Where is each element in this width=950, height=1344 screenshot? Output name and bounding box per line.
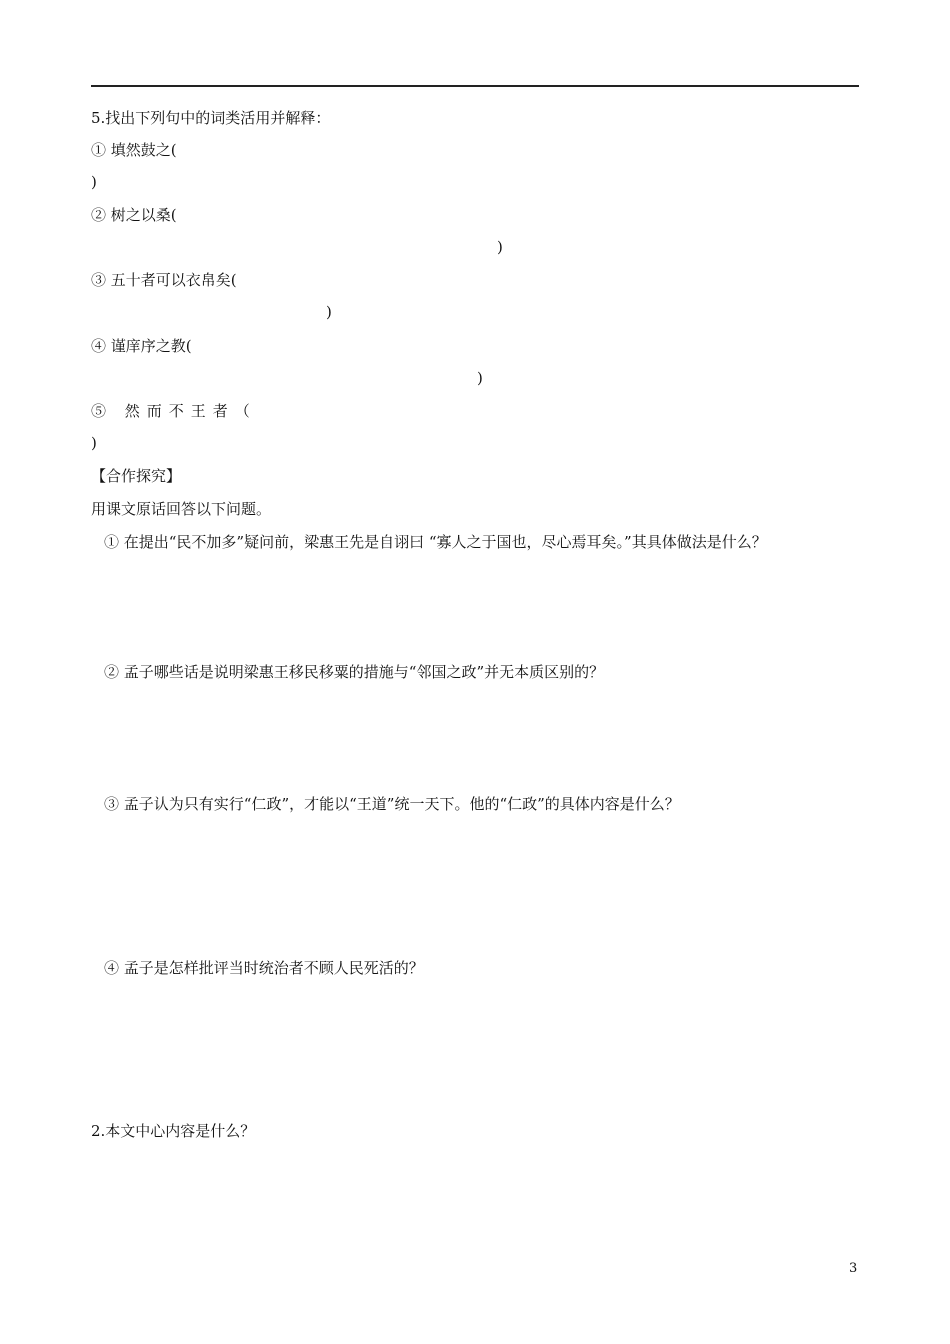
exercise-5-title: 5.找出下列句中的词类活用并解释：: [91, 109, 331, 127]
item-1-close: ): [91, 173, 97, 191]
question-2: ② 孟子哪些话是说明梁惠王移民移粟的措施与“邻国之政”并无本质区别的？: [104, 663, 605, 681]
item-5-close: ): [91, 434, 97, 452]
item-5-prompt: ⑤ 然而不王者（: [91, 402, 257, 420]
item-4-close: ): [477, 369, 483, 387]
question-4: ④ 孟子是怎样批评当时统治者不顾人民死活的？: [104, 959, 424, 977]
item-2-close: ): [497, 238, 503, 256]
item-1-prompt: ① 填然鼓之(: [91, 141, 177, 159]
header-rule: [91, 85, 859, 87]
item-3-prompt: ③ 五十者可以衣帛矣(: [91, 271, 237, 289]
item-2-prompt: ② 树之以桑(: [91, 206, 177, 224]
item-4-prompt: ④ 谨庠序之教(: [91, 337, 192, 355]
item-3-close: ): [326, 303, 332, 321]
central-content-question: 2.本文中心内容是什么？: [91, 1122, 256, 1140]
section-instruction: 用课文原话回答以下问题。: [91, 500, 272, 518]
question-3: ③ 孟子认为只有实行“仁政”，才能以“王道”统一天下。他的“仁政”的具体内容是什么？: [104, 795, 680, 813]
question-1: ① 在提出“民不加多”疑问前，梁惠王先是自诩曰 “寡人之于国也，尽心焉耳矣。”其具体做法是什么？: [104, 533, 767, 551]
section-heading: 【合作探究】: [91, 467, 182, 485]
page-number: 3: [849, 1261, 858, 1276]
